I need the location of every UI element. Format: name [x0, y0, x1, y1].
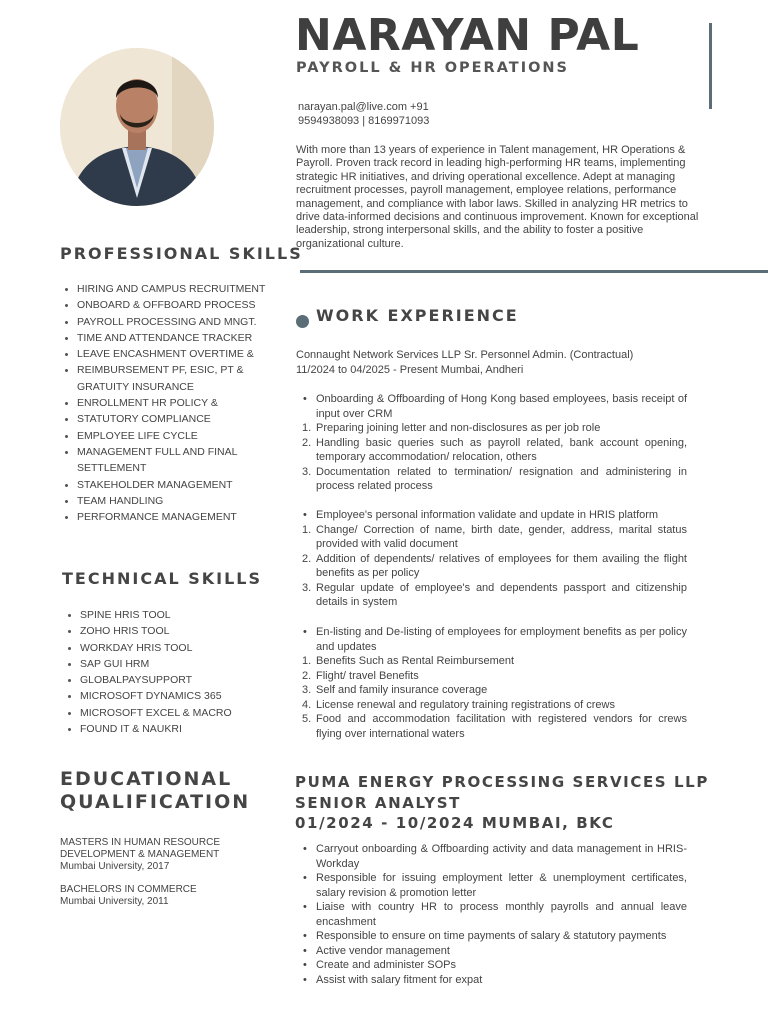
- education-entry-bachelors: [60, 884, 260, 908]
- duty-text: Preparing joining letter and non-disclosures as per job role: [316, 422, 601, 434]
- education-school: Mumbai University, 2017: [60, 861, 170, 872]
- duty-numbered-item: [300, 654, 687, 669]
- item-number: 3.: [302, 581, 312, 594]
- duty-bullet-item: [300, 944, 687, 959]
- duty-numbered-item: [300, 581, 687, 610]
- duty-text: Active vendor management: [316, 944, 450, 957]
- skill-item: STAKEHOLDER MANAGEMENT: [60, 477, 280, 493]
- duty-text: Handling basic queries such as payroll related, bank account opening, temporary accommodation/ relocation, others: [316, 436, 687, 463]
- duty-text: License renewal and regulatory training registrations of crews: [316, 698, 615, 711]
- duty-text: En-listing and De-listing of employees for employment benefits as per policy and updates: [316, 626, 687, 653]
- header-accent-bar: [709, 23, 712, 109]
- duty-numbered-item: [300, 421, 687, 436]
- item-number: 5.: [302, 713, 312, 725]
- item-number: 4.: [302, 698, 312, 711]
- duty-text: Responsible to ensure on time payments of salary & statutory payments: [316, 930, 667, 942]
- duty-numbered-item: [300, 712, 687, 741]
- duty-numbered-item: [300, 698, 687, 713]
- skill-item: ONBOARD & OFFBOARD PROCESS: [60, 297, 280, 313]
- job1-company-title: Connaught Network Services LLP Sr. Personnel Admin. (Contractual): [296, 349, 634, 361]
- candidate-name: NARAYAN PAL: [295, 10, 640, 61]
- skill-item: ZOHO HRIS TOOL: [63, 623, 283, 639]
- duty-text: Change/ Correction of name, birth date, gender, address, marital status provided with valid document: [316, 523, 687, 550]
- duty-bullet-item: [300, 973, 687, 988]
- duty-text: Create and administer SOPs: [316, 959, 457, 971]
- skill-item: PERFORMANCE MANAGEMENT: [60, 509, 280, 525]
- section-marker-dot: [296, 315, 309, 328]
- work-experience-heading: WORK EXPERIENCE: [316, 306, 519, 325]
- duty-bullet-item: [300, 871, 687, 900]
- duty-text: Flight/ travel Benefits: [316, 669, 419, 682]
- skill-item: SPINE HRIS TOOL: [63, 607, 283, 623]
- item-number: 3.: [302, 684, 312, 696]
- skill-item: EMPLOYEE LIFE CYCLE: [60, 428, 280, 444]
- job2-title: SENIOR ANALYST: [295, 793, 461, 812]
- job1-dates-location: 11/2024 to 04/2025 - Present Mumbai, Andheri: [296, 363, 524, 376]
- item-number: 2.: [302, 436, 312, 449]
- item-number: 2.: [302, 552, 312, 565]
- duty-text: Regular update of employee's and dependents passport and citizenship details in system: [316, 581, 687, 608]
- duty-numbered-item: [300, 523, 687, 552]
- skill-item: LEAVE ENCASHMENT OVERTIME &: [60, 346, 280, 362]
- profile-summary: With more than 13 years of experience in Talent management, HR Operations & Payroll. Proven track record in leading high-performing HR teams, implementing strategic HR initiatives, and driving operational excellence. Adept at managing recruitment processes, payroll management, employee relations, performance management, and compliance with labor laws. Skilled in analyzing HR metrics to drive data-informed decisions and continuous improvement. Known for exceptional leadership, strong interpersonal skills, and the ability to foster a positive organizational culture.: [296, 144, 699, 250]
- skill-item: MICROSOFT DYNAMICS 365: [63, 688, 283, 704]
- skill-item: WORKDAY HRIS TOOL: [63, 640, 283, 656]
- duty-bullet-item: [300, 958, 687, 973]
- education-heading: [60, 768, 250, 814]
- duty-text: Liaise with country HR to process monthly payrolls and annual leave encashment: [316, 901, 687, 928]
- item-number: 3.: [302, 465, 312, 478]
- job1-header: [296, 348, 633, 377]
- education-degree: MASTERS IN HUMAN RESOURCE DEVELOPMENT & MANAGEMENT: [60, 837, 221, 860]
- professional-skills-list: [60, 281, 280, 525]
- skill-item: MICROSOFT EXCEL & MACRO: [63, 705, 283, 721]
- education-school: Mumbai University, 2011: [60, 896, 169, 907]
- duty-bullet-item: [300, 929, 687, 944]
- duty-text: Onboarding & Offboarding of Hong Kong based employees, basis receipt of input over CRM: [316, 393, 687, 420]
- duty-text: Self and family insurance coverage: [316, 684, 488, 696]
- item-number: 1.: [302, 523, 312, 536]
- item-number: 1.: [302, 422, 312, 434]
- duty-numbered-item: [300, 683, 687, 698]
- education-entry-masters: [60, 837, 240, 873]
- duty-text: Employee's personal information validate and update in HRIS platform: [316, 509, 659, 521]
- duty-text: Documentation related to termination/ resignation and administering in process related process: [316, 465, 687, 492]
- duty-text: Food and accommodation facilitation with registered vendors for crews flying over international waters: [316, 713, 687, 740]
- education-heading-line2: QUALIFICATION: [60, 791, 251, 813]
- item-number: 2.: [302, 669, 312, 682]
- skill-item: ENROLLMENT HR POLICY &: [60, 395, 280, 411]
- skill-item: SAP GUI HRM: [63, 656, 283, 672]
- contact-line-email: narayan.pal@live.com +91: [298, 101, 429, 113]
- technical-skills-list: [63, 607, 283, 737]
- education-degree: BACHELORS IN COMMERCE: [60, 884, 197, 895]
- duty-text: Assist with salary fitment for expat: [316, 973, 483, 986]
- duty-text: Responsible for issuing employment letter & unemployment certificates, salary revision & promotion letter: [316, 872, 687, 899]
- skill-item: REIMBURSEMENT PF, ESIC, PT & GRATUITY INSURANCE: [60, 362, 280, 395]
- duty-numbered-item: [300, 669, 687, 684]
- job1-duties-group3: [300, 625, 687, 741]
- profile-photo: [60, 48, 214, 206]
- skill-item: TEAM HANDLING: [60, 493, 280, 509]
- duty-bullet-item: [300, 392, 687, 421]
- duty-bullet-item: [300, 508, 687, 523]
- job1-duties-group2: [300, 508, 687, 610]
- duty-bullet-item: [300, 842, 687, 871]
- skill-item: MANAGEMENT FULL AND FINAL SETTLEMENT: [60, 444, 280, 477]
- contact-line-phones: 9594938093 | 8169971093: [298, 115, 430, 127]
- portrait-illustration: [60, 48, 214, 206]
- duty-text: Addition of dependents/ relatives of employees for them availing the flight benefits as per policy: [316, 552, 687, 579]
- skill-item: STATUTORY COMPLIANCE: [60, 411, 280, 427]
- candidate-role: PAYROLL & HR OPERATIONS: [296, 60, 570, 76]
- job2-dates-location: 01/2024 - 10/2024 MUMBAI, BKC: [295, 814, 615, 832]
- skill-item: TIME AND ATTENDANCE TRACKER: [60, 330, 280, 346]
- job2-duties: [300, 842, 687, 987]
- duty-bullet-item: [300, 625, 687, 654]
- professional-skills-heading: PROFESSIONAL SKILLS: [60, 244, 303, 263]
- duty-text: Benefits Such as Rental Reimbursement: [316, 655, 515, 667]
- technical-skills-heading: TECHNICAL SKILLS: [62, 569, 262, 588]
- skill-item: HIRING AND CAMPUS RECRUITMENT: [60, 281, 280, 297]
- job2-header: [295, 772, 709, 834]
- duty-numbered-item: [300, 465, 687, 494]
- duty-bullet-item: [300, 900, 687, 929]
- duty-numbered-item: [300, 552, 687, 581]
- contact-info: [298, 100, 429, 128]
- summary-divider: [300, 270, 768, 273]
- job1-duties-group1: [300, 392, 687, 494]
- skill-item: GLOBALPAYSUPPORT: [63, 672, 283, 688]
- job2-company: PUMA ENERGY PROCESSING SERVICES LLP: [295, 773, 709, 791]
- item-number: 1.: [302, 655, 312, 667]
- duty-numbered-item: [300, 436, 687, 465]
- duty-text: Carryout onboarding & Offboarding activity and data management in HRIS-Workday: [316, 843, 687, 870]
- education-heading-line1: EDUCATIONAL: [60, 768, 233, 790]
- skill-item: PAYROLL PROCESSING AND MNGT.: [60, 314, 280, 330]
- skill-item: FOUND IT & NAUKRI: [63, 721, 283, 737]
